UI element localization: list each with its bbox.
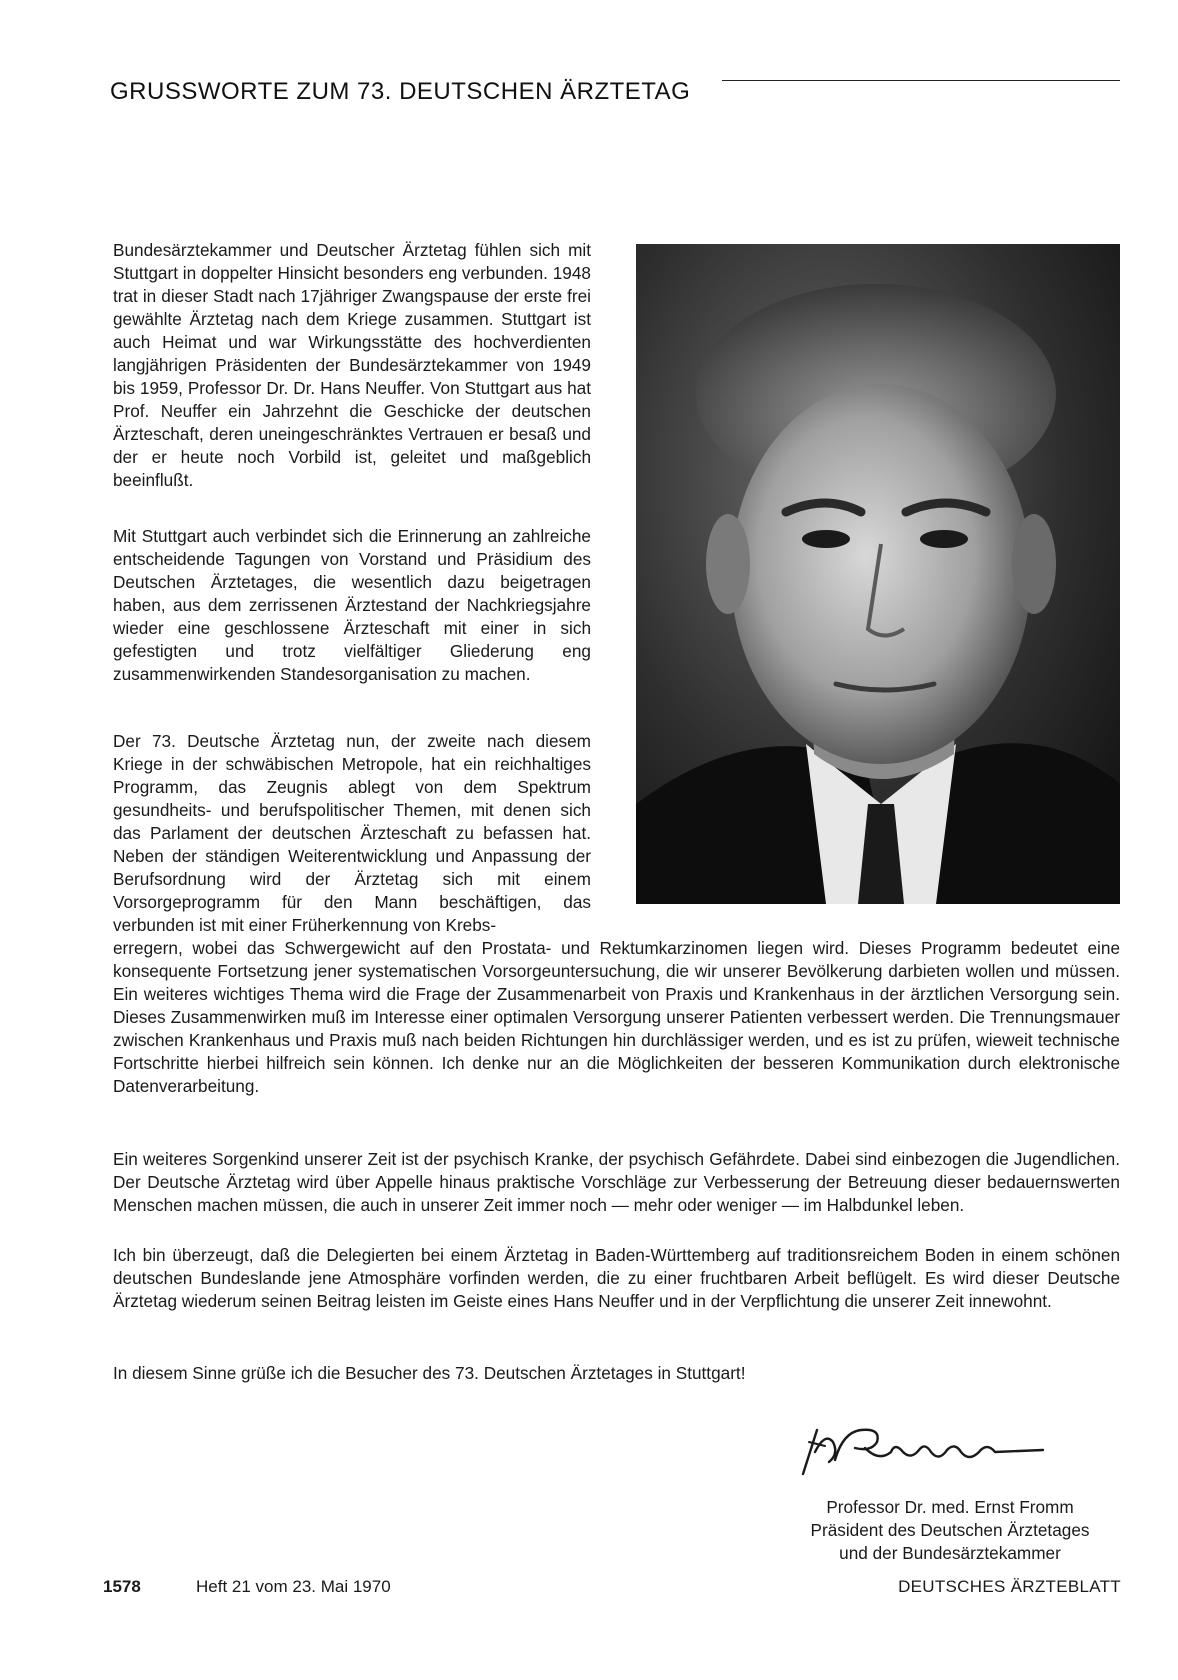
footer-issue: Heft 21 vom 23. Mai 1970 — [196, 1577, 391, 1596]
footer-journal-name: DEUTSCHES ÄRZTEBLATT — [898, 1577, 1121, 1596]
article-closing-line: In diesem Sinne grüße ich die Besucher des 73. Deutschen Ärztetages in Stuttgart! — [113, 1363, 746, 1383]
signer-title-1: Präsident des Deutschen Ärztetages — [810, 1520, 1090, 1540]
signer-name: Professor Dr. med. Ernst Fromm — [826, 1497, 1074, 1517]
article-paragraph-1: Bundesärztekammer und Deutscher Ärztetag fühlen sich mit Stuttgart in doppelter Hinsicht besonders eng verbunden. 1948 trat in dieser Stadt nach 17jähriger Zwangspause der erste frei gewählte Ärztetag nach dem Kriege zusammen. Stuttgart ist auch Heimat und war Wirkungsstätte des hochverdienten langjährigen Präsidenten der Bundesärztekammer von 1949 bis 1959, Professor Dr. Dr. Hans Neuffer. Von Stuttgart aus hat Prof. Neuffer ein Jahrzehnt die Geschicke der deutschen Ärzteschaft, deren uneingeschränktes Vertrauen er besaß und der er heute noch Vorbild ist, geleitet und maßgeblich beeinflußt. — [113, 240, 591, 490]
article-paragraph-3-narrow: Der 73. Deutsche Ärztetag nun, der zweite nach diesem Kriege in der schwäbischen Metropole, hat ein reichhaltiges Programm, das Zeugnis ablegt von dem Spektrum gesundheits- und berufspolitischer Themen, mit denen sich das Parlament der deutschen Ärzteschaft zu befassen hat. Neben der ständigen Weiterentwicklung und Anpassung der Berufsordnung wird der Ärztetag sich mit einem Vorsorgeprogramm für den Mann beschäftigen, das verbunden ist mit einer Früherkennung von Krebs- — [113, 731, 591, 935]
handwritten-signature — [795, 1412, 1095, 1482]
signer-block — [780, 1496, 1120, 1565]
portrait-illustration — [636, 244, 1120, 904]
portrait-photo — [636, 244, 1120, 904]
article-paragraph-4: Ein weiteres Sorgenkind unserer Zeit ist der psychisch Kranke, der psychisch Gefährdete. Dabei sind einbezogen die Jugendlichen. Der Deutsche Ärztetag wird über Appelle hinaus praktische Vorschläge zur Verbesserung der Betreuung dieser bedauernswerten Menschen machen müssen, die auch in unserer Zeit immer noch — mehr oder weniger — im Halbdunkel leben. — [113, 1149, 1120, 1215]
article-paragraph-3-continued: erregern, wobei das Schwergewicht auf den Prostata- und Rektumkarzinomen liegen wird. Dieses Programm bedeutet eine konsequente Fortsetzung jener systematischen Vorsorgeuntersuchung, die wir unserer Bevölkerung darbieten wollen und müssen. Ein weiteres wichtiges Thema wird die Frage der Zusammenarbeit von Praxis und Krankenhaus in der ärztlichen Versorgung sein. Dieses Zusammenwirken muß im Interesse einer optimalen Versorgung unserer Patienten verbessert werden. Die Trennungsmauer zwischen Krankenhaus und Praxis muß nach beiden Richtungen hin durchlässiger werden, und es ist zu prüfen, wieweit technische Fortschritte hierbei hilfreich sein können. Ich denke nur an die Möglichkeiten der besseren Kommunikation durch elektronische Datenverarbeitung. — [113, 938, 1120, 1096]
footer-page-number: 1578 — [103, 1577, 141, 1596]
article-paragraph-5: Ich bin überzeugt, daß die Delegierten bei einem Ärztetag in Baden-Württemberg auf traditionsreichem Boden in einem schönen deutschen Bundeslande jene Atmosphäre vorfinden werden, die zu einer fruchtbaren Arbeit beflügelt. Es wird dieser Deutsche Ärztetag wiederum seinen Beitrag leisten im Geiste eines Hans Neuffer und in der Verpflichtung die unserer Zeit innewohnt. — [113, 1245, 1120, 1311]
article-paragraph-2: Mit Stuttgart auch verbindet sich die Erinnerung an zahlreiche entscheidende Tagungen von Vorstand und Präsidium des Deutschen Ärztetages, die wesentlich dazu beigetragen haben, aus dem zerrissenen Ärztestand der Nachkriegsjahre wieder eine geschlossene Ärzteschaft mit einer in sich gefestigten und trotz vielfältiger Gliederung eng zusammenwirkenden Standesorganisation zu machen. — [113, 526, 591, 684]
signer-title-2: und der Bundesärztekammer — [839, 1543, 1061, 1563]
page-title: GRUSSWORTE ZUM 73. DEUTSCHEN ÄRZTETAG — [110, 78, 691, 105]
header-rule — [722, 80, 1120, 81]
